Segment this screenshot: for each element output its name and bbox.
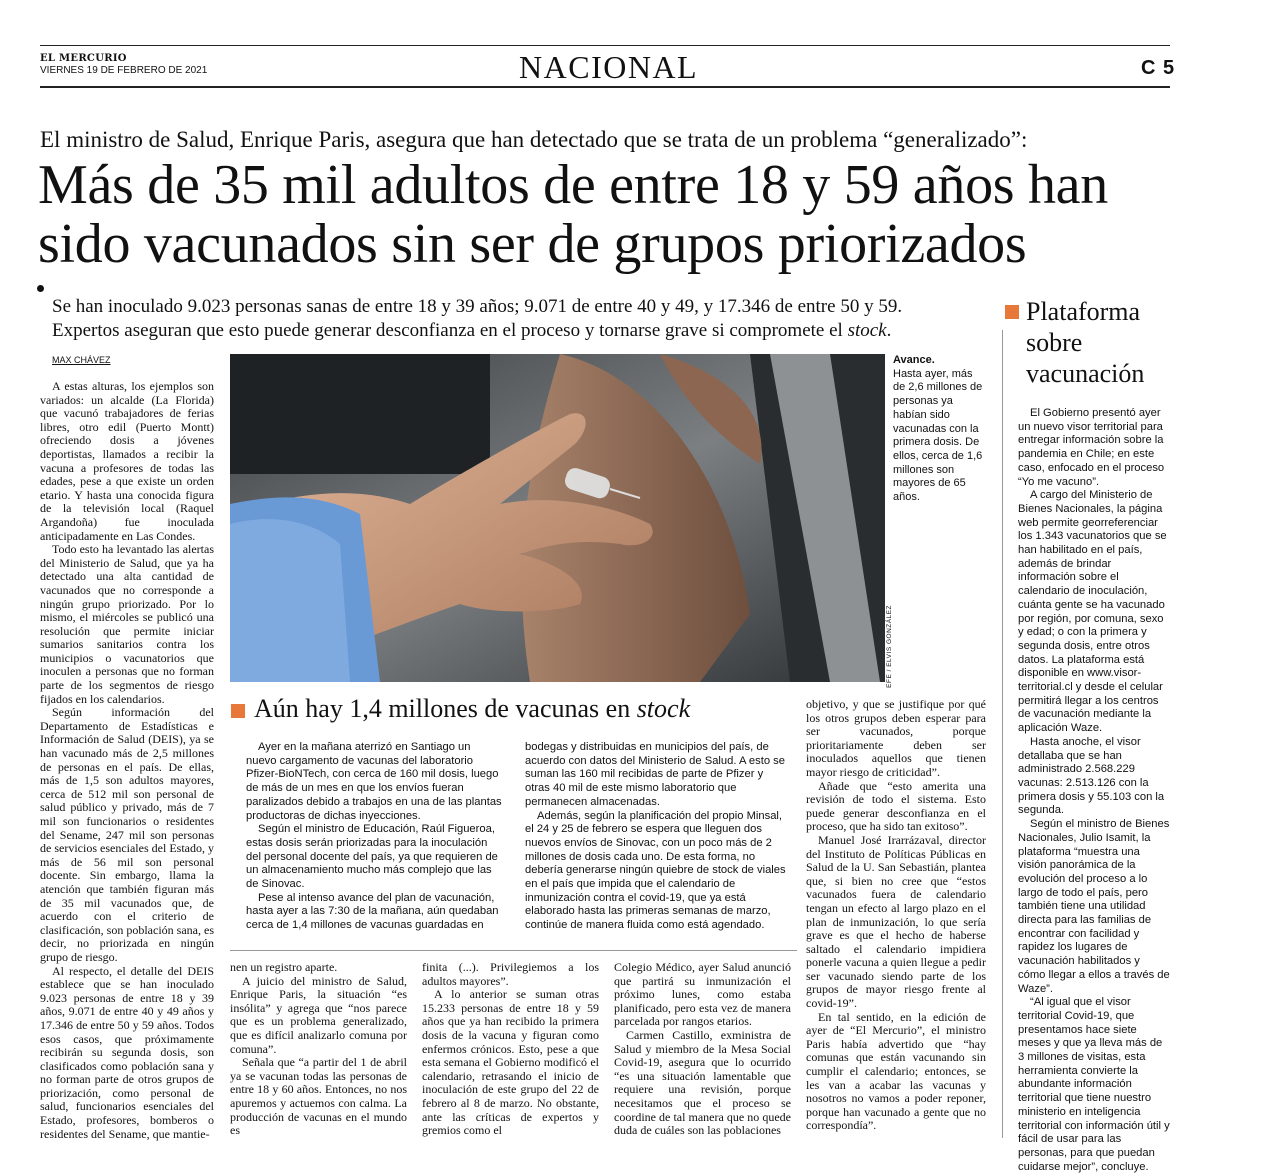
photo-credit: EFE / ELVIS GONZÁLEZ — [886, 605, 893, 688]
header-rule — [40, 86, 1170, 88]
paragraph: Al respecto, el detalle del DEIS establece que se han inoculado 9.023 personas de entre 18 y 39 años, 9.071 de entre 40 y 49 años y 17.346 de entre 50 y 59 años. Todos esos casos, que próximamente recibirán su segunda dosis, son clasificados como población sana y no forman parte de otros grupos de priorización, como personal de salud, funcionarios esenciales del Estado, profesores, bomberos o residentes del Sename, que mantie- — [40, 963, 214, 1141]
deck-line-2-end: . — [886, 320, 892, 341]
stock-box-title-stock: stock — [636, 694, 691, 723]
section-title: NACIONAL — [519, 49, 699, 85]
article-column-4 — [614, 961, 791, 1138]
caption-text: Hasta ayer, más de 2,6 millones de personas ya habían sido vacunadas con la primera dosis. De ellos, cerca de 1,6 millones son mayores de 65 años. — [893, 367, 983, 504]
paragraph: Pese al intenso avance del plan de vacunación, hasta ayer a las 7:30 de la mañana, aún quedaban cerca de 1,4 millones de vacunas guardadas en — [246, 891, 499, 932]
sidebar-divider — [1002, 330, 1003, 1138]
page-number: C 5 — [1141, 57, 1176, 79]
article-column-3 — [422, 961, 599, 1138]
paragraph: Según el ministro de Educación, Raúl Figueroa, estas dosis serán priorizadas para la inoculación del personal docente del país, ya que requieren de un almacenamiento mucho más complejo que las de Sinovac. — [246, 823, 498, 891]
paragraph: Manuel José Irarrázaval, director del Instituto de Políticas Públicas en Salud de la U. San Sebastián, plantea que, si bien no cree que “estos vacunados fuera de calendario tengan un efecto al largo plazo en el plan de inmunización, lo que sería grave es que el hecho de haberse saltado el calendario impidiera ponerle vacuna a quien llegue a pedir ser vacunado siendo parte de los grupos de mayor riesgo frente al covid-19”. — [806, 832, 986, 1011]
paragraph: Carmen Castillo, exministra de Salud y miembro de la Mesa Social Covid-19, asegura que lo ocurrido “es una situación lamentable que requiere una revisión, porque necesitamos que el proceso se coordine de tal manera que no quede duda de cuáles son las poblaciones — [614, 1027, 791, 1138]
paragraph: objetivo, y que se justifique por qué los otros grupos deben esperar para ser vacunados, porque prioritariamente deben ser inoculados aquellos que tienen mayor riesgo de criticidad”. — [806, 697, 986, 779]
sidebar-title: Plataforma sobre vacunación — [1026, 297, 1145, 388]
paragraph: Según el ministro de Bienes Nacionales, Julio Isamit, la plataforma “muestra una visión panorámica de la evolución del proceso a lo largo de todo el país, pero también tiene una utilidad directa para las familias de encontrar con facilidad y rapidez los lugares de vacunación habilitados y cómo llegar a ellos a través de Waze”. — [1018, 818, 1170, 995]
paragraph: “Al igual que el visor territorial Covid-19, que presentamos hace siete meses y que ya lleva más de 3 millones de visitas, esta herramienta convierte la abundante información territorial que tiene nuestro ministerio en inteligencia territorial con información útil y fácil de usar para las personas, para que puedan cuidarse mejor”, concluye. — [1018, 996, 1170, 1173]
paragraph: El Gobierno presentó ayer un nuevo visor territorial para entregar información sobre la pandemia en Chile; en este caso, enfocado en el proceso “Yo me vacuno”. — [1018, 407, 1165, 488]
paragraph: A cargo del Ministerio de Bienes Nacionales, la página web permite georreferenciar los 1.343 vacunatorios que se han habilitado en el país, además de brindar información sobre el calendario de inoculación, cuánta gente se ha vacunado por región, por comuna, sexo y edad; o con la primera y segunda dosis, entre otros datos. La plataforma está disponible en www.visor-territorial.cl y desde el celular permitirá llegar a los centros de vacunación mediante la aplicación Waze. — [1018, 489, 1167, 735]
paragraph: Todo esto ha levantado las alertas del Ministerio de Salud, que ya ha detectado una alta cantidad de vacunados que no corresponde a ningún grupo priorizado. Por lo mismo, el miércoles se publicó una resolución que permite iniciar sumarios sanitarios contra los municipios o vacunatorios que inoculen a personas que no forman parte de los segmentos de riesgo fijados en los calendarios. — [40, 542, 214, 706]
masthead: EL MERCURIO — [40, 53, 127, 64]
photo-caption — [893, 354, 985, 505]
paragraph: bodegas y distribuidas en municipios del país, de acuerdo con datos del Ministerio de Salud. A esto se suman las 160 mil recibidas de parte de Pfizer y otras 40 mil de este mismo laboratorio que permanecen almacenadas. — [525, 741, 785, 808]
headline — [38, 156, 1238, 274]
paragraph: nen un registro aparte. — [230, 960, 338, 974]
paragraph: Ayer en la mañana aterrizó en Santiago un nuevo cargamento de vacunas del laboratorio Pfizer-BioNTech, con cerca de 160 mil dosis, luego de más de un mes en que los envíos fueran paralizados debido a trabajos en una de las plantas productoras de dichas inyecciones. — [246, 741, 502, 822]
paragraph: Colegio Médico, ayer Salud anunció que partirá su inmunización el próximo lunes, como estaba planificado, pero esta vez de manera parcelada por rangos etarios. — [614, 960, 791, 1029]
paragraph: Hasta anoche, el visor detallaba que se han administrado 2.568.229 vacunas: 2.513.126 con la primera dosis y 55.103 con la segunda. — [1018, 735, 1165, 817]
article-column-5 — [806, 698, 986, 1133]
deck-line-2-text: Expertos aseguran que esto puede generar desconfianza en el proceso y tornarse grave si compromete el — [52, 320, 848, 341]
photo-illustration — [230, 354, 885, 682]
paragraph: Señala que “a partir del 1 de abril ya se vacunan todas las personas de entre 18 y 60 años. Entonces, no nos apuremos y actuemos con calma. La producción de vacunas en el mundo es — [230, 1055, 407, 1138]
top-rule — [40, 45, 1170, 46]
paragraph: finita (...). Privilegiemos a los adultos mayores”. — [422, 960, 599, 988]
headline-line-2: sido vacunados sin ser de grupos priorizados — [38, 213, 1027, 275]
article-column-1 — [40, 380, 214, 1141]
caption-title: Avance. — [893, 354, 935, 366]
paragraph: Además, según la planificación del propio Minsal, el 24 y 25 de febrero se espera que lleguen dos nuevos envíos de Sinovac, con un poco más de 2 millones de dosis cada uno. De esta forma, no debería generarse ningún quiebre de stock de viales en el país que impida que el calendario de inmunización contra el covid-19, que ya está elaborado hasta las primeras semanas de marzo, continúe de manera fluida como está agendado. — [525, 809, 786, 932]
paragraph: A estas alturas, los ejemplos son variados: un alcalde (La Florida) que vacunó trabajadores de ferias libres, otro edil (Puerto Montt) ofreciendo dosis a jóvenes deportistas, llamados a recibir la vacuna a profesores de todas las edades, pese a que existe un orden etario. Y hasta una conocida figura de la televisión local (Raquel Argandoña) fue inoculada anticipadamente en Las Condes. — [40, 379, 214, 543]
kicker: El ministro de Salud, Enrique Paris, asegura que han detectado que se trata de un problema “generalizado”: — [40, 127, 1028, 152]
deck-line-2 — [52, 319, 992, 343]
article-column-2 — [230, 961, 407, 1138]
paragraph: A lo anterior se suman otras 15.233 personas de entre 18 y 59 años que ya han recibido la primera dosis de la vacuna y figuran como enfermos crónicos. Esto, pese a que esta semana el Gobierno modificó el calendario, retrasando el inicio de inoculación de este grupo del 22 de febrero al 8 de marzo. No obstante, ante las críticas de expertos y gremios como el — [422, 987, 599, 1138]
stock-box-title — [254, 694, 690, 724]
orange-square-icon — [1005, 305, 1019, 319]
stock-box-title-text: Aún hay 1,4 millones de vacunas en — [254, 694, 637, 723]
stock-box-column-b — [525, 741, 787, 933]
orange-square-icon — [231, 704, 245, 718]
stock-box-rule — [230, 950, 797, 951]
deck-stock-word: stock — [847, 320, 887, 341]
paragraph: Añade que “esto amerita una revisión de todo el sistema. Esto puede generar desconfianza en el proceso, que ha sido tan exitoso”. — [806, 778, 986, 834]
paragraph: En tal sentido, en la edición de ayer de “El Mercurio”, el ministro Paris había advertido que “hay comunas que están vacunando sin cumplir el calendario; entonces, se les van a acabar las vacunas y nosotros no vamos a poder reponer, porque han vacunado a gente que no correspondía”. — [806, 1009, 986, 1133]
paragraph: A juicio del ministro de Salud, Enrique Paris, la situación “es insólita” y agrega que “nos parece que es un problema generalizado, que es difícil analizarlo comuna por comuna”. — [230, 973, 407, 1056]
deck-line-1: Se han inoculado 9.023 personas sanas de entre 18 y 39 años; 9.071 de entre 40 y 49, y 17.346 de entre 50 y 59. — [52, 296, 903, 317]
headline-line-1: Más de 35 mil adultos de entre 18 y 59 años han — [38, 154, 1108, 216]
headline-bullet — [37, 285, 44, 292]
vaccination-photo — [230, 354, 885, 682]
deck — [52, 295, 992, 343]
paragraph: Según información del Departamento de Estadísticas e Información de Salud (DEIS), ya se han vacunado más de 2,5 millones de personas en el país. De ellas, más de 1,5 son adultos mayores, cerca de 512 mil son personal de salud público y privado, más de 7 mil son funcionarios o residentes del Sename, 247 mil son personas de servicios esenciales del Estado, y más de 56 mil son personal docente. Sin embargo, llama la atención que también figuran más de 35 mil vacunados que, de acuerdo con el criterio de clasificación, son población sana, es decir, no priorizada en ningún grupo de riesgo. — [40, 705, 214, 964]
issue-date: VIERNES 19 DE FEBRERO DE 2021 — [40, 65, 208, 76]
stock-box-column-a — [246, 741, 504, 933]
sidebar-body — [1018, 407, 1170, 1174]
byline: MAX CHÁVEZ — [52, 355, 111, 365]
